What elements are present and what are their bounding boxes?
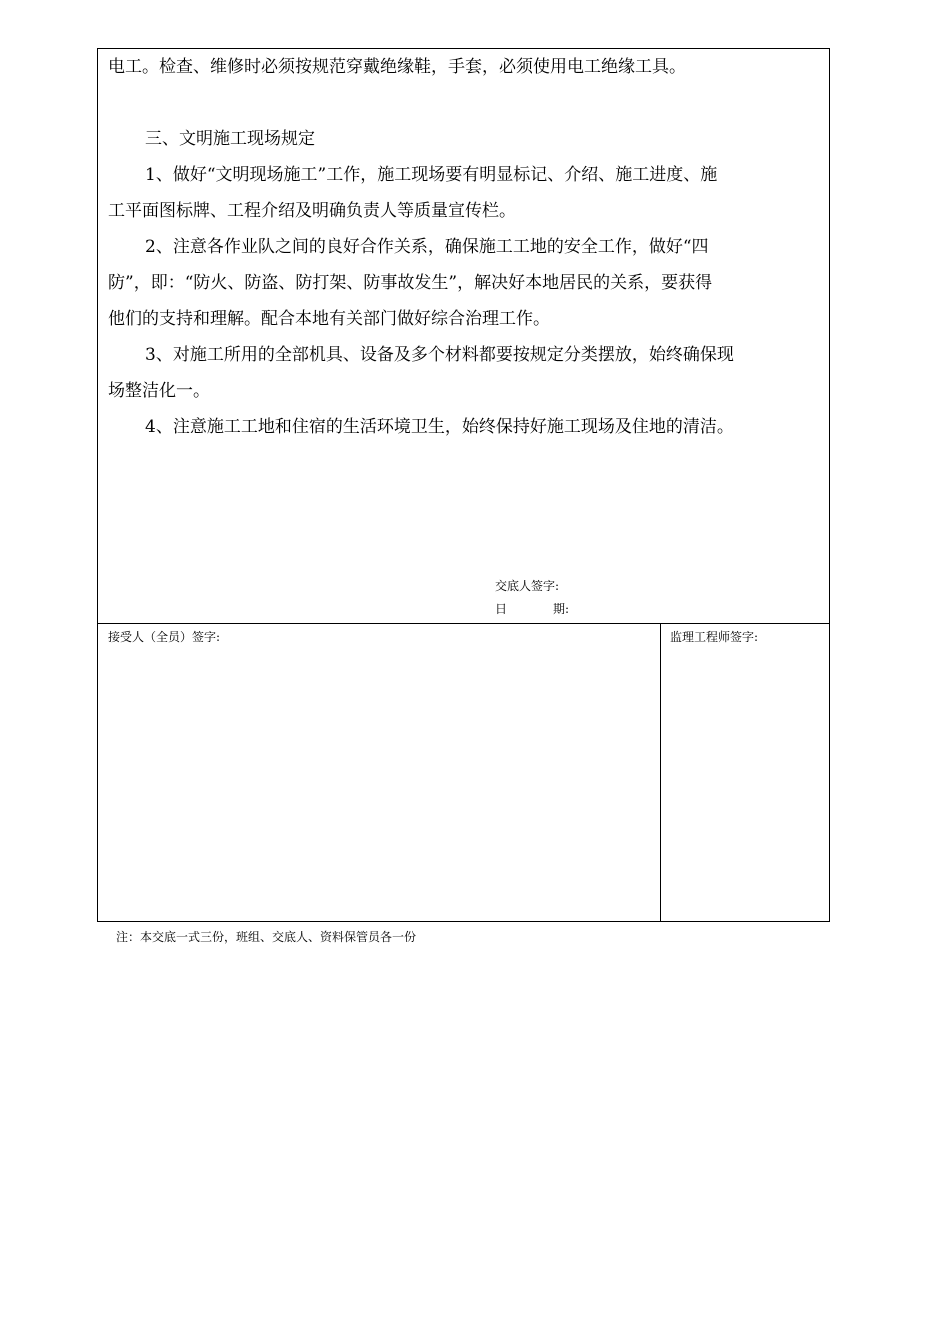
section-title: 三、文明施工现场规定 [145,129,315,149]
item-2-line-2: 防”，即：“防火、防盗、防打架、防事故发生”，解决好本地居民的关系，要获得 [108,273,713,293]
body-text [108,49,820,445]
supervisor-signature-label: 监理工程师签字: [670,630,759,644]
presenter-signature-label: 交底人签字: [495,579,560,593]
footnote: 注：本交底一式三份，班组、交底人、资料保管员各一份 [116,930,417,944]
item-1-line-1: 1、做好“文明现场施工”工作，施工现场要有明显标记、介绍、施工进度、施 [145,165,718,185]
content-cell [98,49,829,624]
blank-line [108,85,820,121]
item-3-line-1: 3、对施工所用的全部机具、设备及多个材料都要按规定分类摆放，始终确保现 [145,345,734,365]
date-label-char-1: 日 [495,602,508,616]
item-2-line-1: 2、注意各作业队之间的良好合作关系，确保施工工地的安全工作，做好“四 [145,237,709,257]
signature-row [98,624,829,921]
electrician-line: 电工。检查、维修时必须按规范穿戴绝缘鞋，手套，必须使用电工绝缘工具。 [108,57,686,77]
supervisor-signature-cell [661,624,829,921]
item-3-line-2: 场整洁化一。 [108,381,210,401]
presenter-signature-block [495,575,569,621]
item-4-line-1: 4、注意施工工地和住宿的生活环境卫生，始终保持好施工现场及住地的清洁。 [145,417,734,437]
disclosure-table [97,48,830,922]
receiver-signature-cell [98,624,661,921]
item-2-line-3: 他们的支持和理解。配合本地有关部门做好综合治理工作。 [108,309,550,329]
item-1-line-2: 工平面图标牌、工程介绍及明确负责人等质量宣传栏。 [108,201,516,221]
date-label [495,598,569,621]
receiver-signature-label: 接受人（全员）签字: [108,630,221,644]
date-label-char-2: 期: [553,602,570,616]
